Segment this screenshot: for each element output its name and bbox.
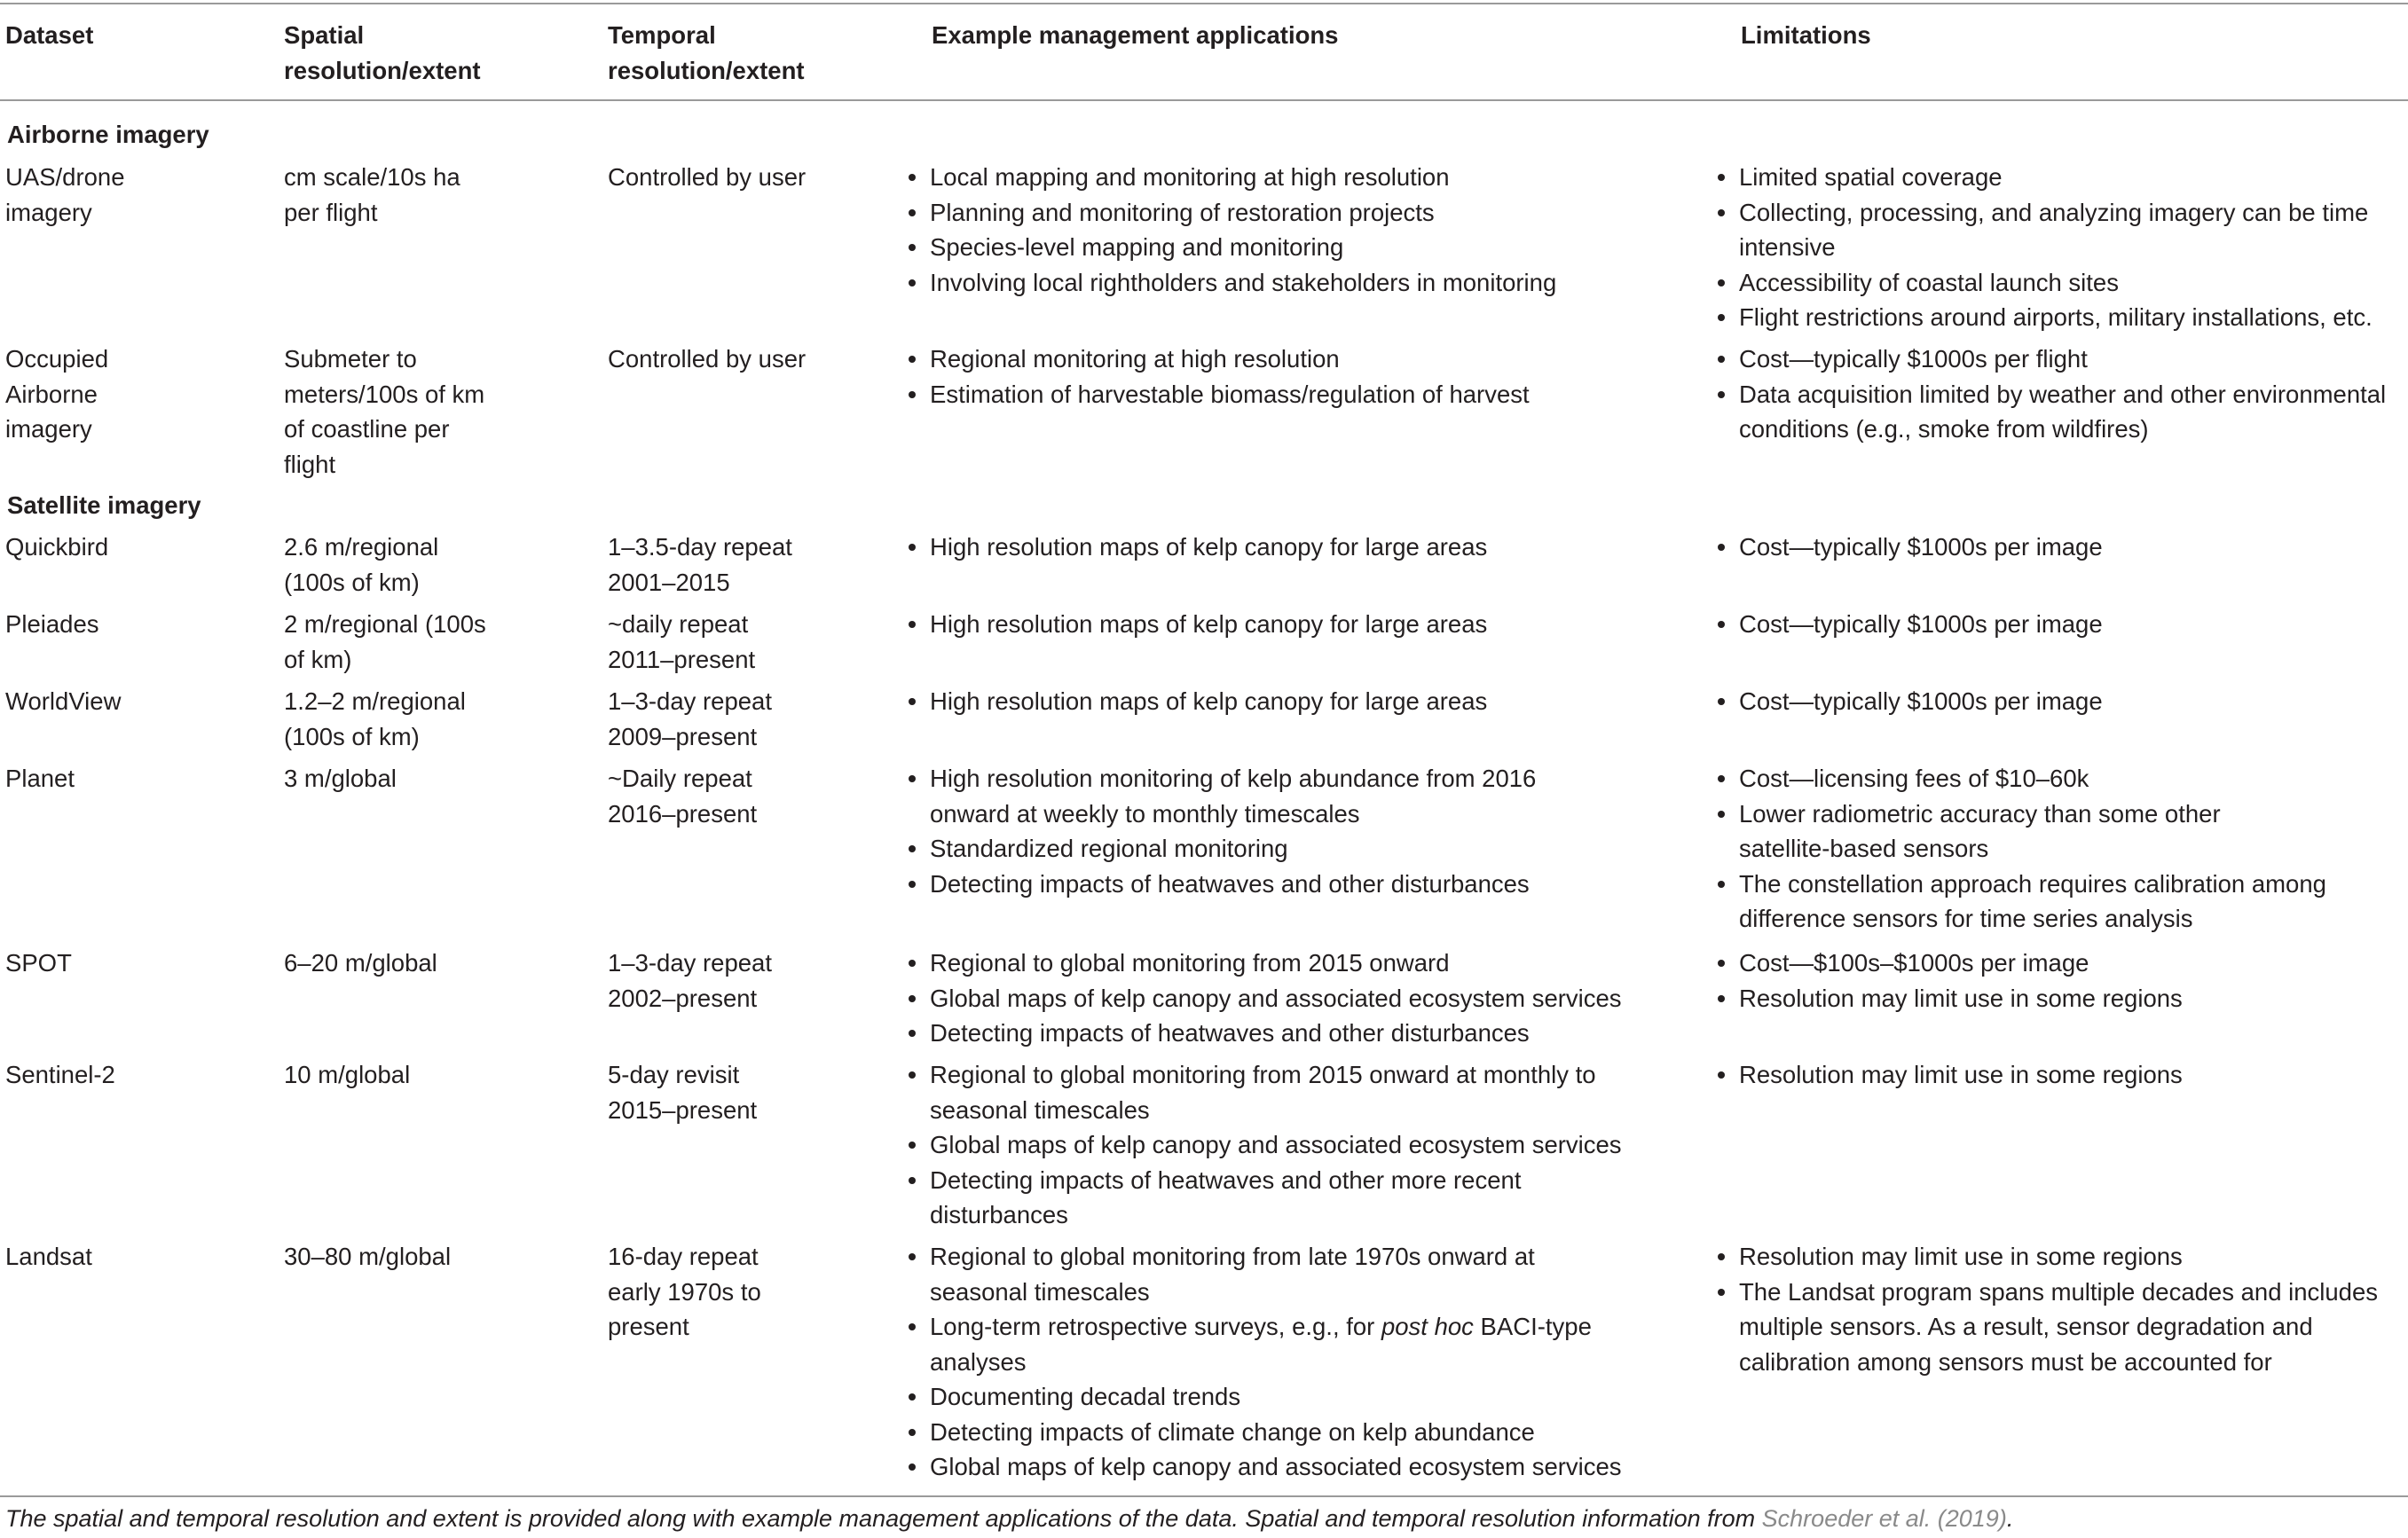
bullet-icon <box>909 544 916 551</box>
dataset-line: imagery <box>5 415 92 443</box>
dataset-line: Airborne <box>5 380 98 408</box>
cell-spatial <box>284 341 484 482</box>
cell-limitations <box>1712 1057 2183 1093</box>
bullet-icon <box>909 1323 916 1330</box>
bullet-icon <box>909 621 916 628</box>
applications-line: seasonal timescales <box>930 1095 1150 1124</box>
applications-list <box>903 607 1487 642</box>
cell-temporal <box>608 607 755 677</box>
temporal-line: 2001–2015 <box>608 568 730 596</box>
caption-end: . <box>2006 1505 2014 1532</box>
limitations-line: Cost—typically $1000s per image <box>1739 687 2103 715</box>
bullet-icon <box>909 1071 916 1079</box>
applications-line: Detecting impacts of heatwaves and other more recent <box>930 1165 1522 1194</box>
applications-line: Detecting impacts of heatwaves and other disturbances <box>930 1019 1530 1047</box>
limitations-line: Limited spatial coverage <box>1739 163 2003 191</box>
cell-dataset <box>5 761 75 796</box>
cell-applications <box>903 1239 1622 1485</box>
limitations-list <box>1712 341 2386 447</box>
bullet-icon <box>909 775 916 782</box>
applications-item <box>903 1415 1622 1450</box>
limitations-line: conditions (e.g., smoke from wildfires) <box>1739 415 2149 443</box>
cell-limitations <box>1712 341 2386 447</box>
applications-item <box>903 265 1556 301</box>
limitations-line: calibration among sensors must be accounted for <box>1739 1347 2272 1376</box>
cell-applications <box>903 946 1622 1051</box>
limitations-line: Flight restrictions around airports, military installations, etc. <box>1739 303 2373 331</box>
applications-item <box>903 761 1536 831</box>
header-applications: Example management applications <box>932 21 1339 49</box>
dataset-line: SPOT <box>5 949 72 977</box>
bullet-icon <box>909 1463 916 1471</box>
applications-line: High resolution monitoring of kelp abundance from 2016 <box>930 765 1537 792</box>
limitations-item <box>1712 796 2326 867</box>
temporal-line: 16-day repeat <box>608 1243 759 1270</box>
limitations-line: Resolution may limit use in some regions <box>1739 1061 2183 1088</box>
bullet-icon <box>909 279 916 286</box>
italic-term: post hoc <box>1381 1313 1474 1340</box>
applications-item <box>903 377 1530 412</box>
bullet-icon <box>1718 391 1725 398</box>
temporal-line: early 1970s to <box>608 1277 761 1306</box>
text-segment: BACI-type <box>1473 1313 1592 1340</box>
limitations-line: Cost—licensing fees of $10–60k <box>1739 765 2089 792</box>
dataset-line: imagery <box>5 198 92 226</box>
cell-temporal <box>608 761 757 831</box>
limitations-line: Cost—typically $1000s per flight <box>1739 345 2088 373</box>
temporal-line: 1–3.5-day repeat <box>608 533 792 561</box>
limitations-line: Lower radiometric accuracy than some other <box>1739 799 2221 828</box>
limitations-line: Collecting, processing, and analyzing imagery can be time <box>1739 198 2369 226</box>
limitations-item <box>1712 300 2373 335</box>
top-rule <box>0 3 2408 4</box>
bullet-icon <box>909 1142 916 1149</box>
cell-temporal <box>608 341 806 377</box>
applications-line: Estimation of harvestable biomass/regulation of harvest <box>930 380 1530 408</box>
caption-citation-link[interactable]: Schroeder et al. (2019) <box>1761 1505 2007 1532</box>
cell-limitations <box>1712 1239 2378 1379</box>
bullet-icon <box>1718 1253 1725 1260</box>
spatial-line: meters/100s of km <box>284 380 485 408</box>
applications-item <box>903 867 1536 902</box>
cell-spatial <box>284 160 460 230</box>
limitations-item <box>1712 530 2103 565</box>
temporal-line: Controlled by user <box>608 345 807 373</box>
bottom-rule <box>0 1495 2408 1497</box>
applications-line: disturbances <box>930 1201 1068 1228</box>
spatial-line: 6–20 m/global <box>284 949 437 977</box>
bullet-icon <box>909 391 916 398</box>
dataset-line: Pleiades <box>5 610 99 638</box>
cell-applications <box>903 160 1556 300</box>
limitations-list <box>1712 684 2103 719</box>
applications-item <box>903 1379 1622 1415</box>
temporal-line: 2011–present <box>608 645 756 673</box>
cell-temporal <box>608 946 772 1016</box>
temporal-line: 5-day revisit <box>608 1061 740 1088</box>
limitations-item <box>1712 1057 2183 1093</box>
cell-spatial <box>284 1057 410 1093</box>
cell-limitations <box>1712 530 2103 565</box>
header-spatial-line2: resolution/extent <box>284 57 481 84</box>
limitations-line: Data acquisition limited by weather and other environmental <box>1739 380 2387 408</box>
applications-item <box>903 1057 1622 1127</box>
bullet-icon <box>909 995 916 1002</box>
bullet-icon <box>1718 881 1725 888</box>
bullet-icon <box>1718 775 1725 782</box>
spatial-line: 2.6 m/regional <box>284 533 439 561</box>
applications-item <box>903 1239 1622 1309</box>
limitations-item <box>1712 867 2326 937</box>
bullet-icon <box>1718 356 1725 363</box>
limitations-list <box>1712 1239 2378 1379</box>
bullet-icon <box>1718 960 1725 967</box>
bullet-icon <box>909 1429 916 1436</box>
header-spatial-line1: Spatial <box>284 21 365 49</box>
limitations-item <box>1712 684 2103 719</box>
section-airborne: Airborne imagery <box>7 121 209 148</box>
header-temporal <box>608 18 805 89</box>
cell-applications <box>903 607 1487 642</box>
spatial-line: Submeter to <box>284 345 417 373</box>
applications-item <box>903 1449 1622 1485</box>
applications-item <box>903 831 1536 867</box>
dataset-line: WorldView <box>5 687 122 715</box>
limitations-item <box>1712 341 2386 377</box>
applications-line: Species-level mapping and monitoring <box>930 233 1344 261</box>
cell-limitations <box>1712 946 2183 1016</box>
temporal-line: 2015–present <box>608 1095 758 1124</box>
temporal-line: 2002–present <box>608 984 758 1012</box>
limitations-line: Accessibility of coastal launch sites <box>1739 268 2119 296</box>
temporal-line: 1–3-day repeat <box>608 949 772 977</box>
applications-list <box>903 684 1487 719</box>
bullet-icon <box>909 1253 916 1260</box>
spatial-line: (100s of km) <box>284 722 420 750</box>
cell-spatial <box>284 1239 451 1275</box>
limitations-line: difference sensors for time series analysis <box>1739 905 2193 932</box>
cell-dataset <box>5 1057 115 1093</box>
dataset-line: Landsat <box>5 1243 92 1270</box>
applications-line: Local mapping and monitoring at high resolution <box>930 163 1450 191</box>
spatial-line: 10 m/global <box>284 1061 411 1088</box>
applications-line: Documenting decadal trends <box>930 1383 1241 1410</box>
cell-dataset <box>5 684 121 719</box>
text-segment: Long-term retrospective surveys, e.g., for <box>930 1313 1381 1340</box>
limitations-line: intensive <box>1739 233 1836 261</box>
temporal-line: Controlled by user <box>608 163 807 191</box>
bullet-icon <box>1718 209 1725 216</box>
header-dataset: Dataset <box>5 21 94 49</box>
cell-limitations <box>1712 761 2326 937</box>
bullet-icon <box>909 209 916 216</box>
cell-spatial <box>284 946 437 981</box>
limitations-line: Resolution may limit use in some regions <box>1739 1243 2183 1270</box>
bullet-icon <box>1718 811 1725 818</box>
header-temporal-line2: resolution/extent <box>608 57 805 84</box>
temporal-line: 1–3-day repeat <box>608 687 772 715</box>
cell-applications <box>903 1057 1622 1233</box>
spatial-line: 30–80 m/global <box>284 1243 452 1270</box>
spatial-line: of coastline per <box>284 415 450 443</box>
applications-item <box>903 1016 1622 1051</box>
applications-item <box>903 1163 1622 1233</box>
limitations-item <box>1712 981 2183 1016</box>
applications-line: High resolution maps of kelp canopy for large areas <box>930 610 1488 638</box>
spatial-line: flight <box>284 450 336 478</box>
bullet-icon <box>909 698 916 705</box>
bullet-icon <box>1718 621 1725 628</box>
applications-line: Global maps of kelp canopy and associated ecosystem services <box>930 1131 1622 1158</box>
applications-item <box>903 195 1556 231</box>
temporal-line: ~Daily repeat <box>608 765 752 792</box>
bullet-icon <box>909 356 916 363</box>
spatial-line: per flight <box>284 198 378 226</box>
applications-line: Regional to global monitoring from 2015 onward at monthly to <box>930 1061 1596 1088</box>
bullet-icon <box>1718 1289 1725 1296</box>
cell-applications <box>903 684 1487 719</box>
temporal-line: 2016–present <box>608 799 758 828</box>
spatial-line: 1.2–2 m/regional <box>284 687 466 715</box>
applications-item <box>903 341 1530 377</box>
bullet-icon <box>1718 174 1725 181</box>
cell-limitations <box>1712 607 2103 642</box>
cell-temporal <box>608 160 806 195</box>
applications-line <box>930 1309 1622 1345</box>
spatial-line: cm scale/10s ha <box>284 163 460 191</box>
limitations-item <box>1712 195 2373 265</box>
limitations-line: Cost—$100s–$1000s per image <box>1739 949 2089 977</box>
bullet-icon <box>909 845 916 852</box>
cell-spatial <box>284 530 438 600</box>
cell-temporal <box>608 530 792 600</box>
cell-dataset <box>5 607 99 642</box>
temporal-line: 2009–present <box>608 722 758 750</box>
header-rule <box>0 99 2408 101</box>
spatial-line: (100s of km) <box>284 568 420 596</box>
applications-item <box>903 530 1487 565</box>
applications-line: Regional monitoring at high resolution <box>930 345 1340 373</box>
applications-line: Standardized regional monitoring <box>930 835 1288 862</box>
cell-spatial <box>284 607 486 677</box>
bullet-icon <box>909 1030 916 1037</box>
header-temporal-line1: Temporal <box>608 21 716 49</box>
limitations-item <box>1712 1239 2378 1275</box>
applications-item <box>903 946 1622 981</box>
limitations-line: multiple sensors. As a result, sensor degradation and <box>1739 1313 2313 1340</box>
cell-applications <box>903 341 1530 412</box>
bullet-icon <box>1718 544 1725 551</box>
limitations-list <box>1712 530 2103 565</box>
applications-list <box>903 160 1556 300</box>
header-spatial <box>284 18 481 89</box>
limitations-line: The Landsat program spans multiple decades and includes <box>1739 1277 2379 1306</box>
limitations-line: Cost—typically $1000s per image <box>1739 610 2103 638</box>
applications-line: seasonal timescales <box>930 1277 1150 1306</box>
bullet-icon <box>909 174 916 181</box>
dataset-line: Quickbird <box>5 533 109 561</box>
applications-item <box>903 230 1556 265</box>
limitations-item <box>1712 377 2386 447</box>
applications-line: Detecting impacts of heatwaves and other disturbances <box>930 869 1530 898</box>
cell-limitations <box>1712 684 2103 719</box>
applications-line: Global maps of kelp canopy and associated ecosystem services <box>930 984 1622 1012</box>
applications-line: Detecting impacts of climate change on kelp abundance <box>930 1417 1535 1446</box>
limitations-list <box>1712 761 2326 937</box>
dataset-line: Planet <box>5 765 75 792</box>
limitations-line: Resolution may limit use in some regions <box>1739 984 2183 1012</box>
dataset-line: Occupied <box>5 345 109 373</box>
cell-dataset <box>5 160 125 230</box>
dataset-line: UAS/drone <box>5 163 125 191</box>
limitations-line: satellite-based sensors <box>1739 835 1989 862</box>
cell-spatial <box>284 761 397 796</box>
applications-item <box>903 160 1556 195</box>
spatial-line: of km) <box>284 645 352 673</box>
bullet-icon <box>1718 995 1725 1002</box>
applications-item <box>903 981 1622 1016</box>
cell-applications <box>903 761 1536 901</box>
limitations-line: The constellation approach requires calibration among <box>1739 869 2326 898</box>
bullet-icon <box>909 1177 916 1184</box>
limitations-item <box>1712 1275 2378 1380</box>
table-caption <box>5 1503 2013 1534</box>
applications-item <box>903 684 1487 719</box>
limitations-item <box>1712 761 2326 796</box>
applications-list <box>903 341 1530 412</box>
limitations-item <box>1712 265 2373 301</box>
limitations-item <box>1712 946 2183 981</box>
bullet-icon <box>1718 279 1725 286</box>
applications-item <box>903 1127 1622 1163</box>
bullet-icon <box>1718 1071 1725 1079</box>
caption-text: The spatial and temporal resolution and extent is provided along with example management applications of the data. Spatial and temporal resolution information from <box>5 1505 1762 1532</box>
cell-temporal <box>608 684 772 754</box>
bullet-icon <box>1718 314 1725 321</box>
cell-dataset <box>5 946 72 981</box>
applications-line: analyses <box>930 1347 1027 1376</box>
applications-line: High resolution maps of kelp canopy for large areas <box>930 533 1488 561</box>
cell-spatial <box>284 684 466 754</box>
applications-list <box>903 530 1487 565</box>
limitations-item <box>1712 607 2103 642</box>
cell-limitations <box>1712 160 2373 335</box>
limitations-line: Cost—typically $1000s per image <box>1739 533 2103 561</box>
header-limitations: Limitations <box>1741 21 1871 49</box>
spatial-line: 3 m/global <box>284 765 397 792</box>
cell-temporal <box>608 1057 757 1127</box>
applications-list <box>903 1057 1622 1233</box>
spatial-line: 2 m/regional (100s <box>284 610 486 638</box>
cell-dataset <box>5 341 108 447</box>
cell-applications <box>903 530 1487 565</box>
bullet-icon <box>909 881 916 888</box>
applications-line: Regional to global monitoring from late 1970s onward at <box>930 1243 1535 1270</box>
applications-list <box>903 946 1622 1051</box>
cell-dataset <box>5 1239 92 1275</box>
bullet-icon <box>909 1393 916 1401</box>
applications-line: Global maps of kelp canopy and associated ecosystem services <box>930 1453 1622 1480</box>
applications-line: High resolution maps of kelp canopy for large areas <box>930 687 1488 715</box>
limitations-item <box>1712 160 2373 195</box>
applications-list <box>903 1239 1622 1485</box>
applications-line: Regional to global monitoring from 2015 onward <box>930 949 1450 977</box>
limitations-list <box>1712 1057 2183 1093</box>
dataset-line: Sentinel-2 <box>5 1061 115 1088</box>
limitations-list <box>1712 160 2373 335</box>
cell-dataset <box>5 530 108 565</box>
temporal-line: present <box>608 1313 689 1340</box>
bullet-icon <box>1718 698 1725 705</box>
limitations-list <box>1712 946 2183 1016</box>
section-satellite: Satellite imagery <box>7 491 201 519</box>
applications-item <box>903 1309 1622 1379</box>
applications-list <box>903 761 1536 901</box>
applications-line: Planning and monitoring of restoration projects <box>930 198 1435 226</box>
applications-item <box>903 607 1487 642</box>
temporal-line: ~daily repeat <box>608 610 749 638</box>
applications-line: Involving local rightholders and stakeholders in monitoring <box>930 268 1557 296</box>
applications-line: onward at weekly to monthly timescales <box>930 799 1360 828</box>
bullet-icon <box>909 244 916 251</box>
bullet-icon <box>909 960 916 967</box>
limitations-list <box>1712 607 2103 642</box>
cell-temporal <box>608 1239 761 1345</box>
